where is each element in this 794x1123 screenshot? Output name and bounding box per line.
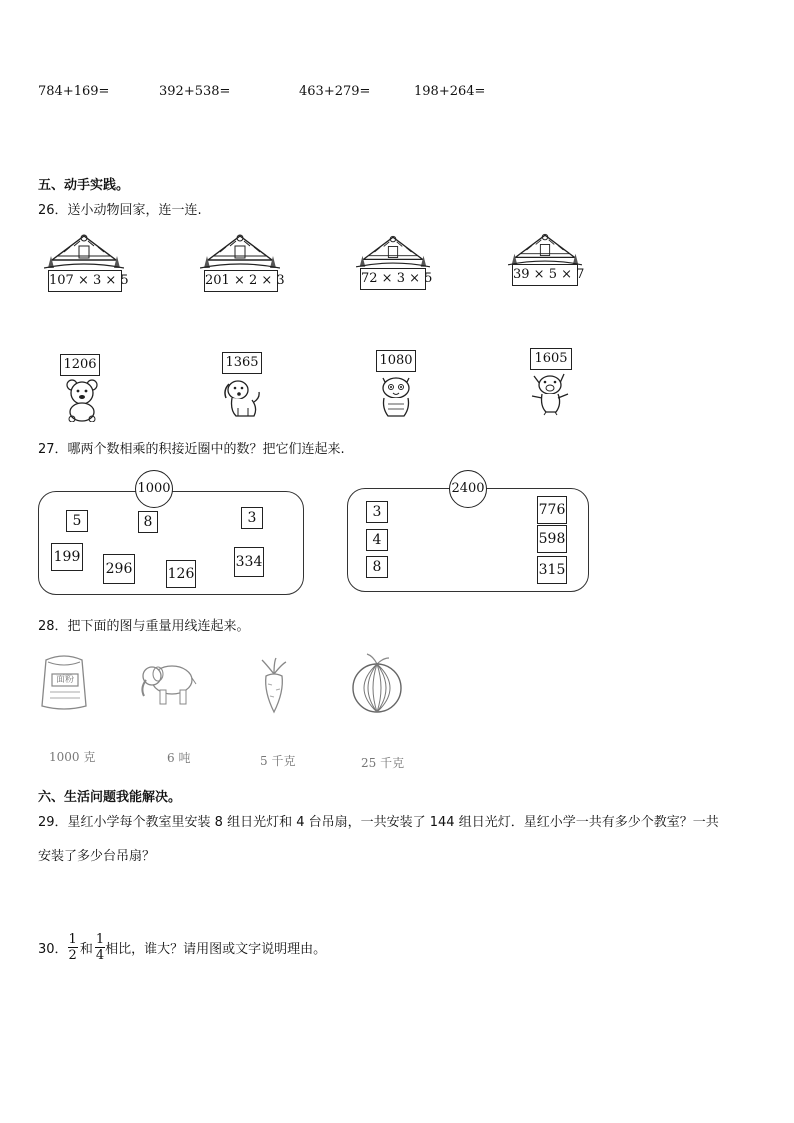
q27-right-number[interactable]: 3: [366, 501, 388, 523]
q30-fraction-2: [95, 932, 105, 963]
q27-right-number[interactable]: 315: [537, 556, 567, 584]
q27-left-number[interactable]: 126: [166, 560, 196, 588]
watermelon-icon: [350, 652, 404, 714]
q27-left-number[interactable]: 296: [103, 554, 135, 584]
house-2[interactable]: [200, 232, 285, 292]
q27-left-number[interactable]: 3: [241, 507, 263, 529]
q29-line-2: 安装了多少台吊扇？: [38, 849, 156, 864]
fraction-numerator: 1: [68, 932, 77, 947]
house-icon: [200, 232, 280, 272]
house-4-label: 39 × 5 × 7: [512, 264, 578, 286]
q27-left-number[interactable]: 199: [51, 543, 83, 571]
q28-item-watermelon[interactable]: [350, 652, 404, 714]
animal-3[interactable]: [374, 350, 418, 420]
house-3-label: 72 × 3 × 5: [360, 268, 426, 290]
q27-prompt: 27．哪两个数相乘的积接近圈中的数？把它们连起来.: [38, 442, 345, 457]
q27-left-target[interactable]: 1000: [135, 470, 173, 508]
animal-2[interactable]: [218, 352, 266, 422]
fraction-denominator: 4: [95, 948, 105, 963]
q30-suffix: 相比，谁大？请用图或文字说明理由。: [105, 942, 327, 957]
animal-1[interactable]: [60, 354, 104, 424]
pig-icon: [528, 370, 572, 416]
q28-weight[interactable]: 5 千克: [260, 754, 296, 768]
dog-icon: [218, 376, 262, 420]
q27-right-number[interactable]: 8: [366, 556, 388, 578]
q27-right-number[interactable]: 776: [537, 496, 567, 524]
q27-right-target[interactable]: 2400: [449, 470, 487, 508]
flour-bag-text: 面粉: [55, 675, 74, 685]
exercise-1: 784+169=: [38, 84, 110, 99]
radish-icon: [254, 656, 294, 714]
q28-weight[interactable]: 25 千克: [361, 756, 405, 770]
exercise-2: 392+538=: [159, 84, 231, 99]
q29-line-1: 29．星红小学每个教室里安装 8 组日光灯和 4 台吊扇，一共安装了 144 组日光灯．星红小学一共有多少个教室？一共: [38, 815, 719, 830]
house-1-label: 107 × 3 × 5: [48, 270, 122, 292]
q28-weight[interactable]: 6 吨: [167, 751, 191, 765]
q27-right-number[interactable]: 598: [537, 525, 567, 553]
q30-line: [38, 932, 326, 963]
exercise-3: 463+279=: [299, 84, 371, 99]
section-title-6: 六、生活问题我能解决。: [38, 790, 182, 805]
bear-icon: [62, 378, 102, 422]
house-4[interactable]: [508, 230, 585, 290]
house-icon: [356, 232, 430, 272]
q28-weight[interactable]: 1000 克: [49, 750, 96, 764]
section-title-5: 五、动手实践。: [38, 178, 130, 193]
animal-4[interactable]: [528, 348, 576, 418]
q30-fraction-1: [68, 932, 78, 963]
exercise-4: 198+264=: [414, 84, 486, 99]
elephant-icon: [138, 658, 198, 708]
house-icon: [44, 232, 124, 272]
animal-4-value: 1605: [530, 348, 572, 370]
q30-and: 和: [79, 942, 93, 957]
house-2-label: 201 × 2 × 3: [204, 270, 278, 292]
animal-1-value: 1206: [60, 354, 100, 376]
q26-prompt: 26．送小动物回家，连一连.: [38, 203, 202, 218]
q27-left-number[interactable]: 334: [234, 547, 264, 577]
q30-prefix: 30．: [38, 942, 68, 957]
q27-left-number[interactable]: 8: [138, 511, 158, 533]
q28-item-radish[interactable]: [254, 656, 294, 714]
animal-2-value: 1365: [222, 352, 262, 374]
cat-icon: [374, 374, 418, 418]
house-1[interactable]: [44, 232, 129, 292]
fraction-numerator: 1: [95, 932, 105, 947]
q28-prompt: 28．把下面的图与重量用线连起来。: [38, 619, 250, 634]
q28-item-flour[interactable]: [40, 652, 90, 710]
animal-3-value: 1080: [376, 350, 416, 372]
q27-right-number[interactable]: 4: [366, 529, 388, 551]
fraction-denominator: 2: [68, 948, 77, 963]
house-3[interactable]: [356, 232, 433, 292]
q28-item-elephant[interactable]: [138, 658, 198, 708]
q27-left-number[interactable]: 5: [66, 510, 88, 532]
